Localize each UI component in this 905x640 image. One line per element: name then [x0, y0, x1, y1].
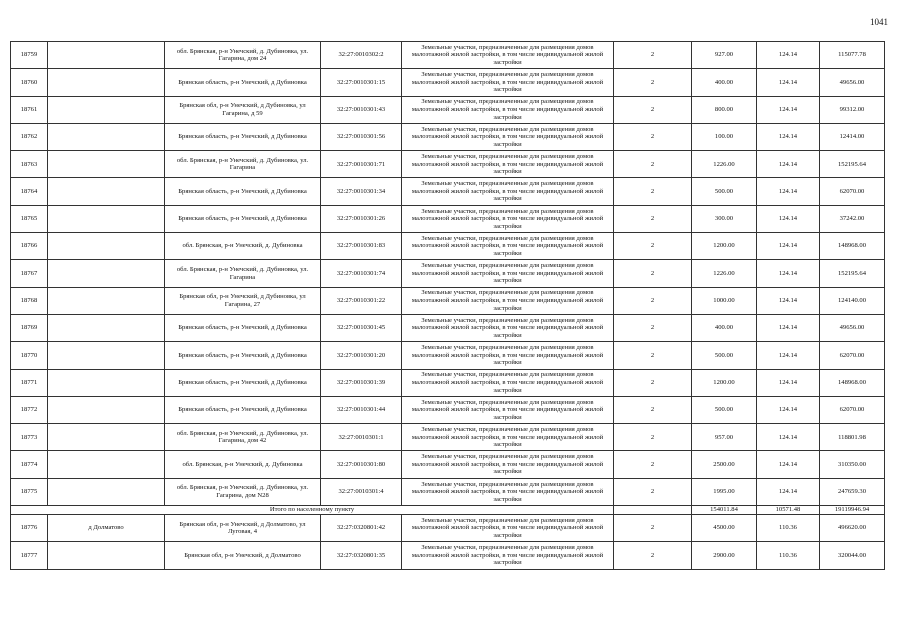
cadastral-number-cell: 32:27:0010302:2 [321, 42, 402, 69]
area-cell: 1000.00 [692, 287, 757, 314]
table-row [11, 542, 885, 569]
area-cell: 1226.00 [692, 260, 757, 287]
settlement-cell [48, 96, 165, 123]
table-row [11, 515, 885, 542]
cadastral-value-cell: 148968.00 [820, 369, 885, 396]
address-cell: Брянская область, р-н Унечский, д Дубиновка [165, 69, 321, 96]
row-number: 18768 [11, 287, 48, 314]
row-number: 18766 [11, 233, 48, 260]
table-row [11, 69, 885, 96]
area-cell: 4500.00 [692, 515, 757, 542]
specific-value-cell: 124.14 [757, 123, 820, 150]
address-cell: обл. Брянская, р-н Унечский, д. Дубиновка, ул. Гагарина, дом N28 [165, 478, 321, 505]
cadastral-number-cell: 32:27:0010301:39 [321, 369, 402, 396]
area-cell: 1995.00 [692, 478, 757, 505]
total-cadastral-value: 19119946.94 [820, 506, 885, 515]
specific-value-cell: 124.14 [757, 69, 820, 96]
area-cell: 2900.00 [692, 542, 757, 569]
specific-value-cell: 124.14 [757, 342, 820, 369]
table-row [11, 42, 885, 69]
area-cell: 500.00 [692, 342, 757, 369]
table-row [11, 96, 885, 123]
area-cell: 300.00 [692, 205, 757, 232]
area-cell: 400.00 [692, 314, 757, 341]
cadastral-value-cell: 124140.00 [820, 287, 885, 314]
table-row [11, 369, 885, 396]
cadastral-number-cell: 32:27:0010301:43 [321, 96, 402, 123]
address-cell: Брянская обл, р-н Унечский, д Долматово [165, 542, 321, 569]
cadastral-number-cell: 32:27:0010301:34 [321, 178, 402, 205]
cadastral-value-cell: 310350.00 [820, 451, 885, 478]
table-row [11, 123, 885, 150]
cadastral-number-cell: 32:27:0010301:22 [321, 287, 402, 314]
land-use-cell: Земельные участки, предназначенные для размещения домов малоэтажной жилой застройки, в том числе индивидуальной жилой застройки [402, 396, 614, 423]
address-cell: Брянская область, р-н Унечский, д Дубиновка [165, 396, 321, 423]
area-cell: 927.00 [692, 42, 757, 69]
land-use-cell: Земельные участки, предназначенные для размещения домов малоэтажной жилой застройки, в том числе индивидуальной жилой застройки [402, 542, 614, 569]
category-cell: 2 [614, 260, 692, 287]
category-cell: 2 [614, 233, 692, 260]
specific-value-cell: 124.14 [757, 233, 820, 260]
specific-value-cell: 124.14 [757, 424, 820, 451]
cadastral-value-cell: 115077.78 [820, 42, 885, 69]
area-cell: 1200.00 [692, 369, 757, 396]
settlement-cell [48, 205, 165, 232]
category-cell: 2 [614, 396, 692, 423]
category-cell: 2 [614, 424, 692, 451]
cadastral-value-cell: 118801.98 [820, 424, 885, 451]
row-number: 18777 [11, 542, 48, 569]
cadastral-value-cell: 62070.00 [820, 396, 885, 423]
settlement-cell [48, 424, 165, 451]
area-cell: 957.00 [692, 424, 757, 451]
category-cell: 2 [614, 96, 692, 123]
land-use-cell: Земельные участки, предназначенные для размещения домов малоэтажной жилой застройки, в том числе индивидуальной жилой застройки [402, 478, 614, 505]
row-number: 18764 [11, 178, 48, 205]
address-cell: обл. Брянская, р-н Унечский, д. Дубиновка [165, 233, 321, 260]
specific-value-cell: 124.14 [757, 42, 820, 69]
land-registry-table [10, 41, 885, 570]
specific-value-cell: 124.14 [757, 205, 820, 232]
address-cell: Брянская обл, р-н Унечский, д Долматово, ул Луговая, 4 [165, 515, 321, 542]
settlement-cell [48, 478, 165, 505]
area-cell: 500.00 [692, 178, 757, 205]
cadastral-value-cell: 247659.30 [820, 478, 885, 505]
row-number: 18765 [11, 205, 48, 232]
area-cell: 800.00 [692, 96, 757, 123]
cadastral-number-cell: 32:27:0010301:71 [321, 151, 402, 178]
category-cell: 2 [614, 205, 692, 232]
settlement-cell [48, 542, 165, 569]
address-cell: Брянская область, р-н Унечский, д Дубиновка [165, 342, 321, 369]
row-number: 18767 [11, 260, 48, 287]
settlement-cell [48, 233, 165, 260]
address-cell: Брянская область, р-н Унечский, д Дубиновка [165, 178, 321, 205]
land-use-cell: Земельные участки, предназначенные для размещения домов малоэтажной жилой застройки, в том числе индивидуальной жилой застройки [402, 287, 614, 314]
area-cell: 100.00 [692, 123, 757, 150]
row-number: 18761 [11, 96, 48, 123]
cadastral-number-cell: 32:27:0010301:56 [321, 123, 402, 150]
cadastral-value-cell: 496620.00 [820, 515, 885, 542]
cadastral-value-cell: 152195.64 [820, 151, 885, 178]
land-use-cell: Земельные участки, предназначенные для размещения домов малоэтажной жилой застройки, в том числе индивидуальной жилой застройки [402, 260, 614, 287]
area-cell: 400.00 [692, 69, 757, 96]
address-cell: обл. Брянская, р-н Унечский, д. Дубиновка, ул. Гагарина [165, 260, 321, 287]
land-use-cell: Земельные участки, предназначенные для размещения домов малоэтажной жилой застройки, в том числе индивидуальной жилой застройки [402, 178, 614, 205]
specific-value-cell: 110.36 [757, 515, 820, 542]
specific-value-cell: 124.14 [757, 451, 820, 478]
settlement-cell [48, 342, 165, 369]
table-row [11, 151, 885, 178]
table-row [11, 287, 885, 314]
address-cell: Брянская обл, р-н Унечский, д Дубиновка, ул Гагарина, 27 [165, 287, 321, 314]
land-use-cell: Земельные участки, предназначенные для размещения домов малоэтажной жилой застройки, в том числе индивидуальной жилой застройки [402, 96, 614, 123]
settlement-cell [48, 260, 165, 287]
cadastral-value-cell: 320044.00 [820, 542, 885, 569]
category-cell: 2 [614, 151, 692, 178]
category-cell: 2 [614, 178, 692, 205]
specific-value-cell: 124.14 [757, 260, 820, 287]
cadastral-number-cell: 32:27:0010301:83 [321, 233, 402, 260]
cadastral-number-cell: 32:27:0010301:80 [321, 451, 402, 478]
table-row [11, 233, 885, 260]
table-row [11, 478, 885, 505]
total-label: Итого по населенному пункту [11, 506, 614, 515]
specific-value-cell: 110.36 [757, 542, 820, 569]
row-number: 18775 [11, 478, 48, 505]
cadastral-value-cell: 99312.00 [820, 96, 885, 123]
specific-value-cell: 124.14 [757, 314, 820, 341]
row-number: 18769 [11, 314, 48, 341]
table-row [11, 178, 885, 205]
address-cell: обл. Брянская, р-н Унечский, д. Дубиновка, ул. Гагарина [165, 151, 321, 178]
area-cell: 500.00 [692, 396, 757, 423]
settlement-cell [48, 451, 165, 478]
land-use-cell: Земельные участки, предназначенные для размещения домов малоэтажной жилой застройки, в том числе индивидуальной жилой застройки [402, 424, 614, 451]
specific-value-cell: 124.14 [757, 369, 820, 396]
cadastral-number-cell: 32:27:0010301:20 [321, 342, 402, 369]
category-cell: 2 [614, 451, 692, 478]
row-number: 18773 [11, 424, 48, 451]
cadastral-number-cell: 32:27:0010301:44 [321, 396, 402, 423]
area-cell: 1226.00 [692, 151, 757, 178]
row-number: 18759 [11, 42, 48, 69]
area-cell: 2500.00 [692, 451, 757, 478]
table-row [11, 342, 885, 369]
address-cell: обл. Брянская, р-н Унечский, д. Дубиновка, ул. Гагарина, дом 42 [165, 424, 321, 451]
page-number: 1041 [870, 17, 888, 27]
cadastral-number-cell: 32:27:0010301:15 [321, 69, 402, 96]
address-cell: обл. Брянская, р-н Унечский, д. Дубиновка [165, 451, 321, 478]
cadastral-value-cell: 49656.00 [820, 314, 885, 341]
settlement-cell [48, 42, 165, 69]
cadastral-value-cell: 148968.00 [820, 233, 885, 260]
land-use-cell: Земельные участки, предназначенные для размещения домов малоэтажной жилой застройки, в том числе индивидуальной жилой застройки [402, 369, 614, 396]
land-use-cell: Земельные участки, предназначенные для размещения домов малоэтажной жилой застройки, в том числе индивидуальной жилой застройки [402, 451, 614, 478]
address-cell: обл. Брянская, р-н Унечский, д. Дубиновка, ул. Гагарина, дом 24 [165, 42, 321, 69]
specific-value-cell: 124.14 [757, 478, 820, 505]
cadastral-number-cell: 32:27:0320801:42 [321, 515, 402, 542]
cadastral-value-cell: 152195.64 [820, 260, 885, 287]
row-number: 18762 [11, 123, 48, 150]
address-cell: Брянская область, р-н Унечский, д Дубиновка [165, 205, 321, 232]
table-row [11, 396, 885, 423]
row-number: 18763 [11, 151, 48, 178]
row-number: 18774 [11, 451, 48, 478]
address-cell: Брянская область, р-н Унечский, д Дубиновка [165, 369, 321, 396]
settlement-cell [48, 369, 165, 396]
specific-value-cell: 124.14 [757, 96, 820, 123]
category-cell: 2 [614, 42, 692, 69]
category-cell: 2 [614, 69, 692, 96]
specific-value-cell: 124.14 [757, 396, 820, 423]
settlement-cell [48, 178, 165, 205]
cadastral-number-cell: 32:27:0010301:1 [321, 424, 402, 451]
category-cell: 2 [614, 342, 692, 369]
cadastral-number-cell: 32:27:0010301:26 [321, 205, 402, 232]
table-row [11, 451, 885, 478]
settlement-cell [48, 396, 165, 423]
cadastral-value-cell: 62070.00 [820, 178, 885, 205]
cadastral-value-cell: 12414.00 [820, 123, 885, 150]
settlement-cell [48, 287, 165, 314]
total-area: 154011.84 [692, 506, 757, 515]
specific-value-cell: 124.14 [757, 151, 820, 178]
table-row [11, 260, 885, 287]
land-use-cell: Земельные участки, предназначенные для размещения домов малоэтажной жилой застройки, в том числе индивидуальной жилой застройки [402, 205, 614, 232]
cadastral-number-cell: 32:27:0010301:4 [321, 478, 402, 505]
row-number: 18770 [11, 342, 48, 369]
settlement-cell [48, 123, 165, 150]
row-number: 18776 [11, 515, 48, 542]
cadastral-number-cell: 32:27:0010301:74 [321, 260, 402, 287]
row-number: 18772 [11, 396, 48, 423]
category-cell: 2 [614, 478, 692, 505]
total-category-cell [614, 506, 692, 515]
specific-value-cell: 124.14 [757, 287, 820, 314]
category-cell: 2 [614, 123, 692, 150]
table-row [11, 314, 885, 341]
specific-value-cell: 124.14 [757, 178, 820, 205]
land-use-cell: Земельные участки, предназначенные для размещения домов малоэтажной жилой застройки, в том числе индивидуальной жилой застройки [402, 69, 614, 96]
category-cell: 2 [614, 515, 692, 542]
cadastral-value-cell: 49656.00 [820, 69, 885, 96]
land-use-cell: Земельные участки, предназначенные для размещения домов малоэтажной жилой застройки, в том числе индивидуальной жилой застройки [402, 515, 614, 542]
category-cell: 2 [614, 314, 692, 341]
land-use-cell: Земельные участки, предназначенные для размещения домов малоэтажной жилой застройки, в том числе индивидуальной жилой застройки [402, 314, 614, 341]
table-row [11, 424, 885, 451]
land-use-cell: Земельные участки, предназначенные для размещения домов малоэтажной жилой застройки, в том числе индивидуальной жилой застройки [402, 42, 614, 69]
land-use-cell: Земельные участки, предназначенные для размещения домов малоэтажной жилой застройки, в том числе индивидуальной жилой застройки [402, 123, 614, 150]
land-use-cell: Земельные участки, предназначенные для размещения домов малоэтажной жилой застройки, в том числе индивидуальной жилой застройки [402, 342, 614, 369]
table-body [11, 42, 885, 570]
land-use-cell: Земельные участки, предназначенные для размещения домов малоэтажной жилой застройки, в том числе индивидуальной жилой застройки [402, 233, 614, 260]
area-cell: 1200.00 [692, 233, 757, 260]
land-use-cell: Земельные участки, предназначенные для размещения домов малоэтажной жилой застройки, в том числе индивидуальной жилой застройки [402, 151, 614, 178]
settlement-cell [48, 515, 165, 542]
cadastral-value-cell: 37242.00 [820, 205, 885, 232]
address-cell: Брянская область, р-н Унечский, д Дубиновка [165, 314, 321, 341]
row-number: 18771 [11, 369, 48, 396]
cadastral-value-cell: 62070.00 [820, 342, 885, 369]
settlement-name: д Долматово [88, 523, 124, 531]
category-cell: 2 [614, 369, 692, 396]
row-number: 18760 [11, 69, 48, 96]
category-cell: 2 [614, 287, 692, 314]
settlement-cell [48, 314, 165, 341]
table-row [11, 205, 885, 232]
cadastral-number-cell: 32:27:0010301:45 [321, 314, 402, 341]
settlement-cell [48, 151, 165, 178]
category-cell: 2 [614, 542, 692, 569]
cadastral-number-cell: 32:27:0320801:35 [321, 542, 402, 569]
total-row [11, 506, 885, 515]
total-specific-value: 10571.48 [757, 506, 820, 515]
settlement-cell [48, 69, 165, 96]
address-cell: Брянская обл, р-н Унечский, д Дубиновка, ул Гагарина, д 59 [165, 96, 321, 123]
address-cell: Брянская область, р-н Унечский, д Дубиновка [165, 123, 321, 150]
